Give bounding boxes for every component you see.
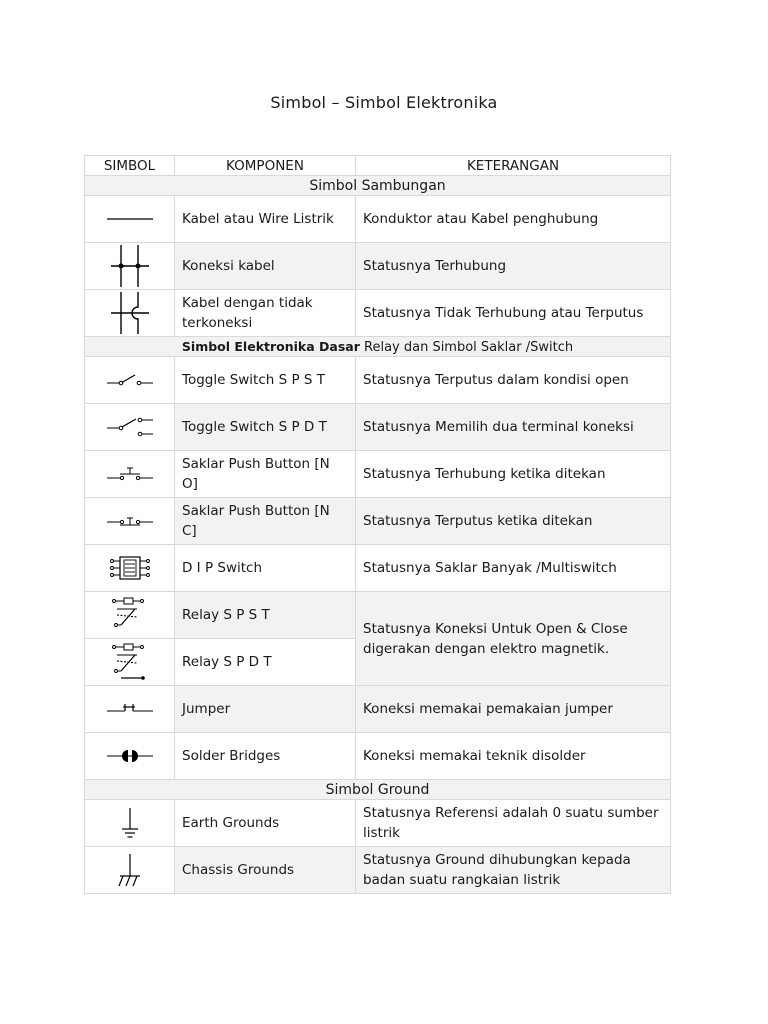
section-row: [85, 337, 671, 357]
table-row: [85, 686, 671, 733]
spdt-switch-icon: [85, 404, 175, 451]
description-cell: Koneksi memakai pemakaian jumper: [356, 686, 671, 733]
earth-ground-icon: [85, 800, 175, 847]
description-cell: Statusnya Koneksi Untuk Open & Close digerakan dengan elektro magnetik.: [356, 592, 671, 686]
section-title-ground: Simbol Ground: [85, 780, 671, 800]
table-row: [85, 404, 671, 451]
section-row: [85, 780, 671, 800]
section-title-relay-bold: Simbol Elektronika Dasar: [181, 338, 360, 354]
header-component: KOMPONEN: [175, 156, 356, 176]
page-title: Simbol – Simbol Elektronika: [270, 93, 498, 112]
description-cell: Koneksi memakai teknik disolder: [356, 733, 671, 780]
description-cell: Statusnya Terhubung: [356, 243, 671, 290]
relay-spdt-icon: [85, 639, 175, 686]
component-cell: Toggle Switch S P S T: [175, 357, 356, 404]
description-cell: Statusnya Tidak Terhubung atau Terputus: [356, 290, 671, 337]
description-cell: Statusnya Terputus ketika ditekan: [356, 498, 671, 545]
component-cell: Saklar Push Button [N C]: [175, 498, 356, 545]
component-cell: Koneksi kabel: [175, 243, 356, 290]
component-cell: Toggle Switch S P D T: [175, 404, 356, 451]
table-row: [85, 290, 671, 337]
description-cell: Statusnya Memilih dua terminal koneksi: [356, 404, 671, 451]
header-symbol: SIMBOL: [85, 156, 175, 176]
table-row: [85, 451, 671, 498]
component-cell: Earth Grounds: [175, 800, 356, 847]
component-cell: Solder Bridges: [175, 733, 356, 780]
chassis-ground-icon: [85, 847, 175, 894]
section-title-sambungan: Simbol Sambungan: [85, 176, 671, 196]
spst-switch-icon: [85, 357, 175, 404]
component-cell: Chassis Grounds: [175, 847, 356, 894]
table-header-row: [85, 156, 671, 176]
component-cell: Relay S P S T: [175, 592, 356, 639]
relay-spst-icon: [85, 592, 175, 639]
section-title-relay-rest: Relay dan Simbol Saklar /Switch: [359, 339, 574, 355]
section-row: [85, 176, 671, 196]
table-row: [85, 733, 671, 780]
description-cell: Statusnya Terhubung ketika ditekan: [356, 451, 671, 498]
solder-bridge-icon: [85, 733, 175, 780]
dip-switch-icon: [85, 545, 175, 592]
table-row: [85, 592, 671, 639]
component-cell: Saklar Push Button [N O]: [175, 451, 356, 498]
description-cell: Statusnya Terputus dalam kondisi open: [356, 357, 671, 404]
connected-wires-icon: [85, 243, 175, 290]
table-row: [85, 847, 671, 894]
table-row: [85, 545, 671, 592]
unconnected-wires-icon: [85, 290, 175, 337]
table-row: [85, 498, 671, 545]
wire-icon: [85, 196, 175, 243]
component-cell: D I P Switch: [175, 545, 356, 592]
table-row: [85, 243, 671, 290]
table-row: [85, 196, 671, 243]
table-row: [85, 800, 671, 847]
description-cell: Statusnya Ground dihubungkan kepada badan suatu rangkaian listrik: [356, 847, 671, 894]
push-button-no-icon: [85, 451, 175, 498]
symbol-table: [84, 155, 671, 894]
header-description: KETERANGAN: [356, 156, 671, 176]
description-cell: Konduktor atau Kabel penghubung: [356, 196, 671, 243]
component-cell: Kabel dengan tidak terkoneksi: [175, 290, 356, 337]
description-cell: Statusnya Referensi adalah 0 suatu sumber listrik: [356, 800, 671, 847]
section-title-relay: [85, 337, 671, 357]
push-button-nc-icon: [85, 498, 175, 545]
component-cell: Jumper: [175, 686, 356, 733]
component-cell: Relay S P D T: [175, 639, 356, 686]
component-cell: Kabel atau Wire Listrik: [175, 196, 356, 243]
description-cell: Statusnya Saklar Banyak /Multiswitch: [356, 545, 671, 592]
jumper-icon: [85, 686, 175, 733]
table-row: [85, 357, 671, 404]
